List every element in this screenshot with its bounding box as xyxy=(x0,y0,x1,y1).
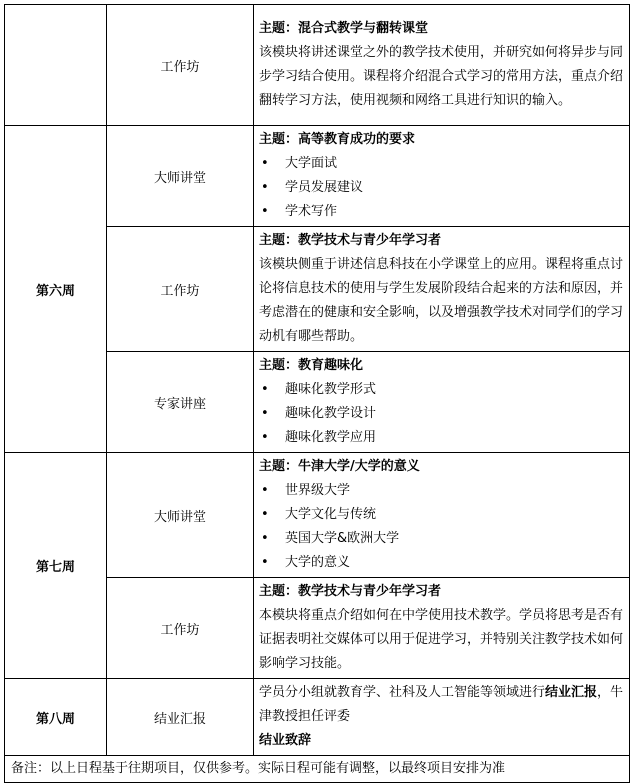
bullet-icon: • xyxy=(261,483,269,498)
schedule-row xyxy=(5,126,630,227)
session-content xyxy=(254,679,630,756)
session-description: 本模块将重点介绍如何在中学使用技术教学。学员将思考是否有证据表明社交媒体可以用于促进学习，并特别关注教学技术如何影响学习技能。 xyxy=(259,608,624,671)
closing-speech: 结业致辞 xyxy=(259,733,312,748)
bullet-icon: • xyxy=(261,382,269,397)
week-label: 第七周 xyxy=(5,453,107,679)
list-item: • 趣味化教学形式 xyxy=(259,378,625,402)
session-content xyxy=(254,126,630,227)
week-cell-empty xyxy=(5,5,107,126)
session-title: 主题：混合式教学与翻转课堂 xyxy=(259,21,429,36)
session-content xyxy=(254,352,630,453)
list-item: • 大学的意义 xyxy=(259,551,625,575)
topic-list xyxy=(259,479,625,575)
topic-list xyxy=(259,152,625,224)
week-label: 第八周 xyxy=(5,679,107,756)
session-content xyxy=(254,227,630,352)
bullet-icon: • xyxy=(261,204,269,219)
list-item: • 学员发展建议 xyxy=(259,176,625,200)
session-type: 大师讲堂 xyxy=(107,126,254,227)
schedule-note: 备注：以上日程基于往期项目，仅供参考。实际日程可能有调整，以最终项目安排为准 xyxy=(5,756,630,783)
list-item: • 英国大学&欧洲大学 xyxy=(259,527,625,551)
session-type: 结业汇报 xyxy=(107,679,254,756)
session-title: 主题：教学技术与青少年学习者 xyxy=(259,233,442,248)
topic-list xyxy=(259,378,625,450)
session-description: 该模块侧重于讲述信息科技在小学课堂上的应用。课程将重点讨论将信息技术的使用与学生发展阶段结合起来的方法和原因，并考虑潜在的健康和安全影响，以及增强教学技术对同学们的学习动机有哪些帮助。 xyxy=(259,257,624,344)
schedule-row xyxy=(5,453,630,578)
session-title: 主题：教育趣味化 xyxy=(259,358,364,373)
session-type: 工作坊 xyxy=(107,5,254,126)
session-type: 大师讲堂 xyxy=(107,453,254,578)
list-item: • 大学面试 xyxy=(259,152,625,176)
bullet-icon: • xyxy=(261,507,269,522)
bullet-icon: • xyxy=(261,180,269,195)
bullet-icon: • xyxy=(261,156,269,171)
session-type: 工作坊 xyxy=(107,227,254,352)
session-description: 该模块将讲述课堂之外的教学技术使用，并研究如何将异步与同步学习结合使用。课程将介绍混合式学习的常用方法，重点介绍翻转学习方法，使用视频和网络工具进行知识的输入。 xyxy=(259,45,624,108)
session-title: 主题：教学技术与青少年学习者 xyxy=(259,584,442,599)
session-description: 学员分小组就教育学、社科及人工智能等领域进行结业汇报，牛津教授担任评委 xyxy=(259,685,624,724)
session-type: 专家讲座 xyxy=(107,352,254,453)
bullet-icon: • xyxy=(261,406,269,421)
bullet-icon: • xyxy=(261,531,269,546)
session-content xyxy=(254,5,630,126)
bullet-icon: • xyxy=(261,430,269,445)
schedule-row xyxy=(5,5,630,126)
list-item: • 大学文化与传统 xyxy=(259,503,625,527)
session-title: 主题：高等教育成功的要求 xyxy=(259,132,416,147)
schedule-row xyxy=(5,679,630,756)
list-item: • 趣味化教学应用 xyxy=(259,426,625,450)
list-item: • 世界级大学 xyxy=(259,479,625,503)
schedule-table xyxy=(4,4,630,783)
session-content xyxy=(254,453,630,578)
session-content xyxy=(254,578,630,679)
list-item: • 趣味化教学设计 xyxy=(259,402,625,426)
note-row xyxy=(5,756,630,783)
session-title: 主题：牛津大学/大学的意义 xyxy=(259,459,420,474)
week-label: 第六周 xyxy=(5,126,107,453)
list-item: • 学术写作 xyxy=(259,200,625,224)
bullet-icon: • xyxy=(261,555,269,570)
session-type: 工作坊 xyxy=(107,578,254,679)
